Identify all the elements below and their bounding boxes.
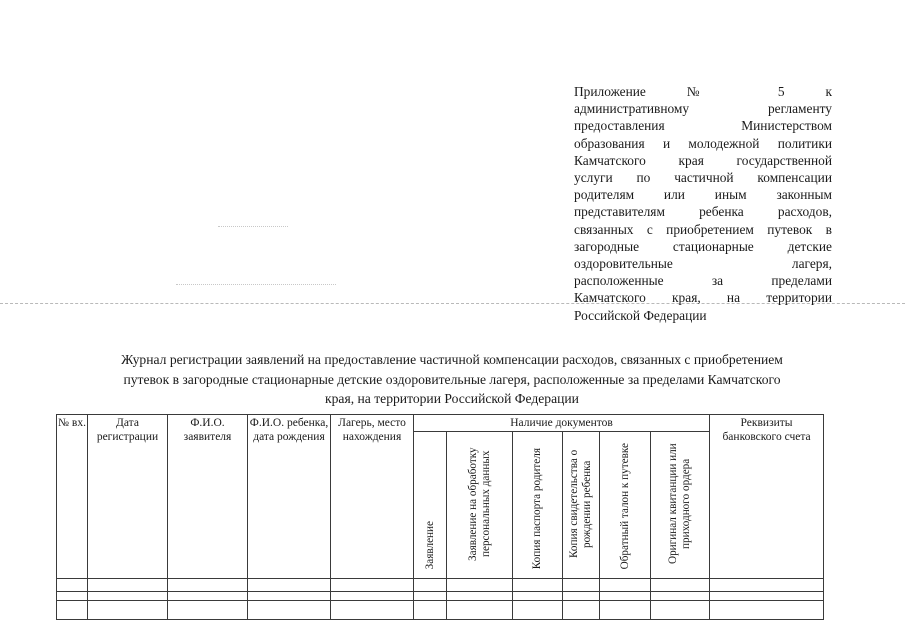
table-cell <box>88 601 168 620</box>
table-cell <box>447 579 513 592</box>
table-cell <box>414 592 447 601</box>
doc-col-label: Оригинал квитанции или приходного ордера <box>667 443 693 564</box>
table-cell <box>710 579 824 592</box>
table-cell <box>414 579 447 592</box>
appendix-line: расположенные за пределами <box>574 273 832 289</box>
table-cell <box>513 601 563 620</box>
journal-title <box>62 350 842 409</box>
table-cell <box>600 592 651 601</box>
table-cell <box>248 579 331 592</box>
table-cell <box>600 579 651 592</box>
appendix-line: услуги по частичной компенсации <box>574 170 832 186</box>
table-cell <box>88 579 168 592</box>
appendix-line: образования и молодежной политики <box>574 135 832 151</box>
col-documents-group-header: Наличие документов <box>414 415 710 432</box>
table-cell <box>563 579 600 592</box>
table-row <box>57 579 824 592</box>
journal-title-line: Журнал регистрации заявлений на предоставление частичной компенсации расходов, связанных с приобретением <box>121 352 783 367</box>
appendix-line: Приложение № 5 к <box>574 84 832 99</box>
header-row <box>57 415 824 432</box>
table-cell <box>600 601 651 620</box>
doc-col-header <box>563 431 600 579</box>
appendix-line: загородные стационарные детские <box>574 238 832 254</box>
doc-col-header <box>414 431 447 579</box>
table-cell <box>248 601 331 620</box>
table-cell <box>57 592 88 601</box>
doc-col-header <box>651 431 710 579</box>
registration-table <box>56 414 824 620</box>
doc-col-label: Копия паспорта родителя <box>531 448 543 570</box>
table-cell <box>447 601 513 620</box>
col-applicant-header: Ф.И.О. заявителя <box>168 415 248 579</box>
table-body <box>57 579 824 620</box>
doc-col-header <box>447 431 513 579</box>
appendix-line: оздоровительные лагеря, <box>574 256 832 272</box>
table-cell <box>331 579 414 592</box>
table-cell <box>710 601 824 620</box>
appendix-line: Российской Федерации <box>574 307 707 323</box>
doc-col-header <box>513 431 563 579</box>
doc-col-header <box>600 431 651 579</box>
table-cell <box>710 592 824 601</box>
col-reg-date-header: Дата регистрации <box>88 415 168 579</box>
table-cell <box>168 601 248 620</box>
doc-col-label: Копия свидетельства о рождении ребенка <box>568 449 593 558</box>
appendix-line: административному регламенту <box>574 101 832 117</box>
appendix-line: предоставления Министерством <box>574 118 832 134</box>
doc-col-label: Обратный талон к путевке <box>618 443 631 570</box>
appendix-note <box>574 83 832 324</box>
scan-artifact <box>218 226 288 227</box>
table-cell <box>168 592 248 601</box>
table-cell <box>414 601 447 620</box>
col-child-header: Ф.И.О. ребенка, дата рождения <box>248 415 331 579</box>
col-number-header: № вх. <box>57 415 88 579</box>
doc-col-label: Заявление на обработку персональных данных <box>466 446 492 561</box>
table-cell <box>651 592 710 601</box>
table-cell <box>513 579 563 592</box>
table-cell <box>57 579 88 592</box>
appendix-line: родителям или иным законным <box>574 187 832 203</box>
journal-title-line: путевок в загородные стационарные детские оздоровительные лагеря, расположенные за пределами Камчатского <box>123 371 781 387</box>
table-row <box>57 592 824 601</box>
table-cell <box>563 592 600 601</box>
table-cell <box>248 592 331 601</box>
appendix-line: связанных с приобретением путевок в <box>574 221 832 237</box>
col-camp-header: Лагерь, место нахождения <box>331 415 414 579</box>
scan-artifact <box>176 284 336 285</box>
journal-title-line: края, на территории Российской Федерации <box>325 391 579 406</box>
table-cell <box>447 592 513 601</box>
table-cell <box>88 592 168 601</box>
table-cell <box>563 601 600 620</box>
table-cell <box>651 579 710 592</box>
table-row <box>57 601 824 620</box>
table-cell <box>168 579 248 592</box>
table-cell <box>57 601 88 620</box>
table-cell <box>651 601 710 620</box>
doc-col-label: Заявление <box>423 521 436 570</box>
table-cell <box>331 601 414 620</box>
table-cell <box>513 592 563 601</box>
table-cell <box>331 592 414 601</box>
appendix-line: Камчатского края, на территории <box>574 290 832 306</box>
appendix-line: представителям ребенка расходов, <box>574 204 832 220</box>
col-bank-header: Реквизиты банковского счета <box>710 415 824 579</box>
appendix-line: Камчатского края государственной <box>574 152 832 168</box>
